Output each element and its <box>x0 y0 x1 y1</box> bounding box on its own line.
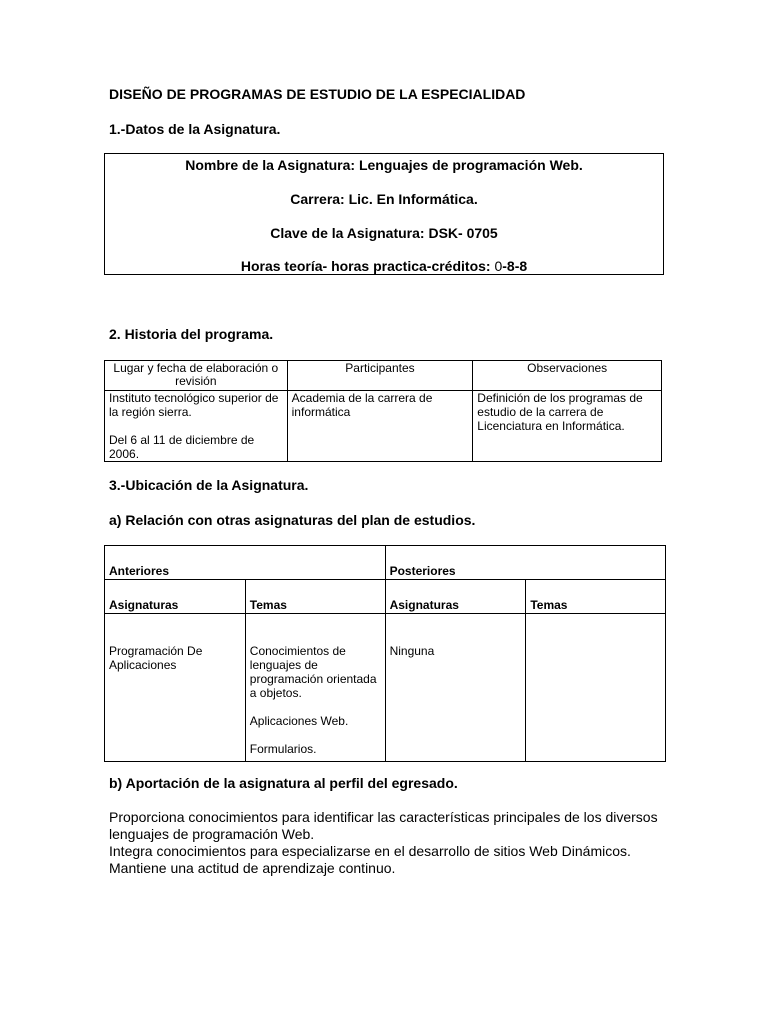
header-post-asignaturas: Asignaturas <box>385 580 526 614</box>
document-title: DISEÑO DE PROGRAMAS DE ESTUDIO DE LA ESPECIALIDAD <box>109 86 526 102</box>
career-line: Carrera: Lic. En Informática. <box>290 191 478 207</box>
hours-label: Horas teoría- horas practica-créditos: <box>240 258 495 274</box>
table-header-row <box>105 580 666 614</box>
table-group-header-row <box>105 546 666 580</box>
cell-post-asignatura: Ninguna <box>385 614 526 762</box>
section-3-heading: 3.-Ubicación de la Asignatura. <box>109 477 309 493</box>
profile-contribution-text <box>109 809 669 877</box>
table-header-row <box>105 361 662 391</box>
header-lugar: Lugar y fecha de elaboración o revisión <box>105 361 288 391</box>
section-1-heading: 1.-Datos de la Asignatura. <box>109 121 281 137</box>
lugar-date: Del 6 al 11 de diciembre de 2006. <box>109 433 255 461</box>
section-b-heading: b) Aportación de la asignatura al perfil del egresado. <box>109 775 458 791</box>
table-row <box>105 614 666 762</box>
section-2-heading: 2. Historia del programa. <box>109 326 274 342</box>
contribution-line: Integra conocimientos para especializarse en el desarrollo de sitios Web Dinámicos. <box>109 843 631 859</box>
cell-participantes: Academia de la carrera de informática <box>287 391 473 462</box>
tema-item: Conocimientos de lenguajes de programación orientada a objetos. <box>249 644 377 700</box>
header-anteriores: Anteriores <box>105 546 386 580</box>
cell-lugar <box>105 391 288 462</box>
related-subjects-table <box>104 545 666 762</box>
cell-ant-asignatura: Programación De Aplicaciones <box>105 614 246 762</box>
table-row <box>105 391 662 462</box>
header-participantes: Participantes <box>287 361 473 391</box>
hours-theory-value: 0 <box>494 258 503 274</box>
header-posteriores: Posteriores <box>385 546 665 580</box>
section-3a-heading: a) Relación con otras asignaturas del plan de estudios. <box>109 512 476 528</box>
header-observaciones: Observaciones <box>473 361 662 391</box>
hours-practice-credits-value: -8-8 <box>502 258 528 274</box>
tema-item: Aplicaciones Web. <box>249 714 349 728</box>
lugar-institution: Instituto tecnológico superior de la región sierra. <box>109 391 279 419</box>
hours-line <box>105 258 663 274</box>
cell-ant-temas <box>245 614 385 762</box>
subject-key-line: Clave de la Asignatura: DSK- 0705 <box>270 225 498 241</box>
header-ant-asignaturas: Asignaturas <box>105 580 246 614</box>
header-post-temas: Temas <box>526 580 666 614</box>
header-ant-temas: Temas <box>245 580 385 614</box>
program-history-table <box>104 360 662 462</box>
subject-name-line: Nombre de la Asignatura: Lenguajes de programación Web. <box>185 157 583 173</box>
subject-data-box <box>104 153 664 275</box>
tema-item: Formularios. <box>249 742 317 756</box>
contribution-line: Proporciona conocimientos para identificar las características principales de los diversos lenguajes de programación Web. <box>109 809 658 842</box>
cell-observaciones: Definición de los programas de estudio de la carrera de Licenciatura en Informática. <box>473 391 662 462</box>
cell-post-temas <box>526 614 666 762</box>
contribution-line: Mantiene una actitud de aprendizaje continuo. <box>109 860 396 876</box>
